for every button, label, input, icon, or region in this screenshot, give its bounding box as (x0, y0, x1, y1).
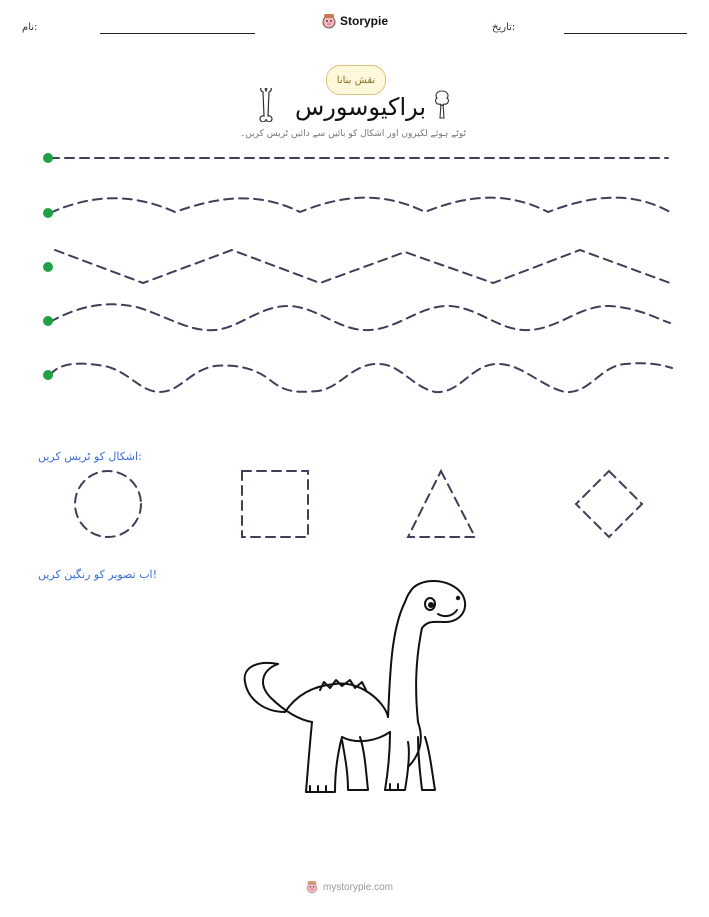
start-dot-2 (43, 208, 53, 218)
trace-line-bumpy (50, 363, 672, 392)
shapes-heading: اشکال کو ٹریس کریں: (38, 450, 142, 463)
dinosaur-illustration (240, 572, 470, 812)
page-title: براکیوسورس (295, 93, 427, 121)
activity-badge: نقش بنانا (326, 65, 386, 95)
pig-logo-icon (322, 13, 336, 29)
name-field[interactable] (100, 33, 255, 34)
brand-logo (322, 13, 388, 29)
color-heading: اب تصویر کو رنگین کریں! (38, 568, 158, 581)
footer-url[interactable]: mystorypie.com (323, 881, 394, 893)
bone-icon (258, 88, 274, 122)
start-dot-5 (43, 370, 53, 380)
trace-triangle (408, 471, 475, 537)
instruction-text: ٹوٹے ہوئے لکیروں اور اشکال کو بائیں سے دائیں ٹریس کریں۔ (240, 129, 467, 139)
trace-line-wave (50, 198, 670, 213)
trace-line-zigzag (55, 250, 670, 283)
date-label: تاریخ: (492, 22, 516, 33)
trace-diamond (576, 471, 642, 537)
date-field[interactable] (564, 33, 687, 34)
start-dot-4 (43, 316, 53, 326)
footer (306, 880, 393, 894)
pig-logo-icon (306, 880, 318, 894)
start-dot-3 (43, 262, 53, 272)
trace-line-wave-2 (50, 304, 670, 330)
tracing-shapes (0, 462, 709, 552)
start-dot-1 (43, 153, 53, 163)
tracing-lines (0, 140, 709, 400)
trace-circle (75, 471, 141, 537)
name-label: نام: (22, 22, 38, 33)
trace-square (242, 471, 308, 537)
brand-name: Storypie (340, 14, 389, 28)
tree-icon (432, 88, 452, 120)
